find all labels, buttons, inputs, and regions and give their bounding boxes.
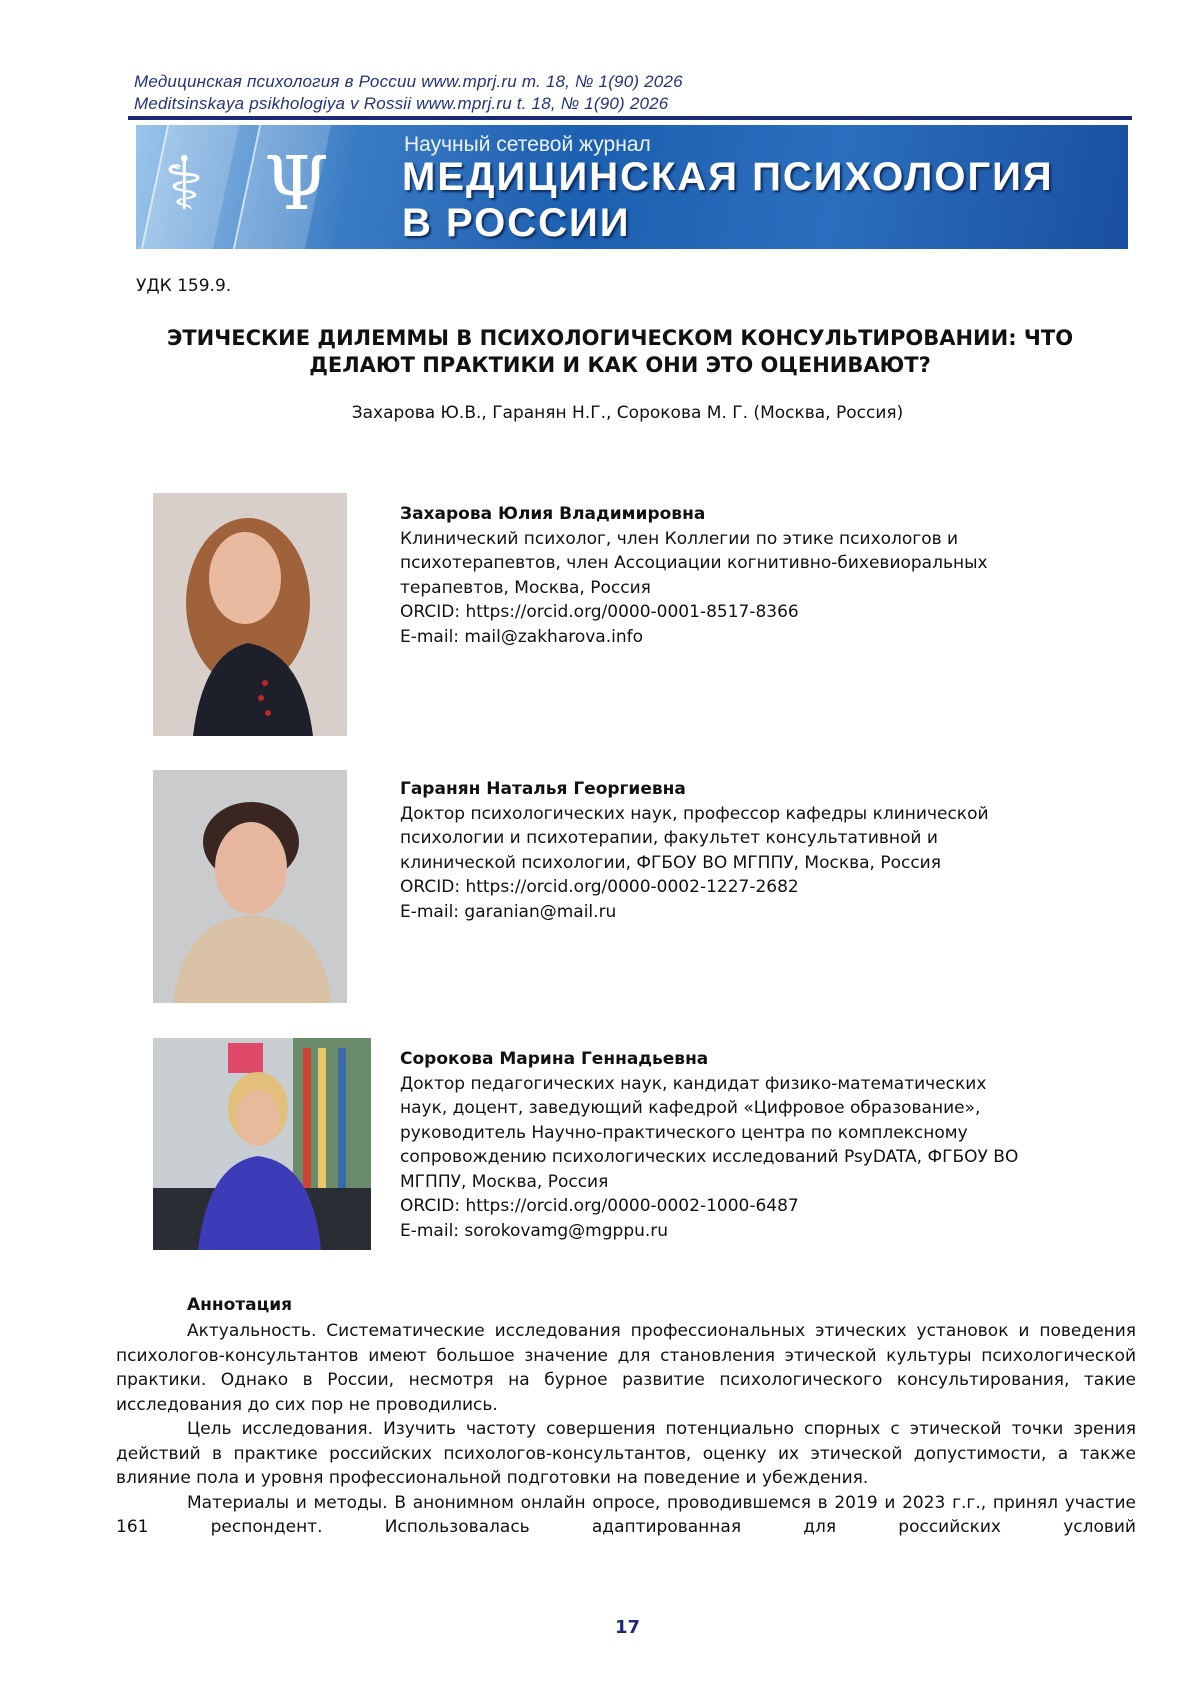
author-email[interactable]: E-mail: sorokovamg@mgppu.ru [400,1220,669,1241]
journal-banner [136,125,1128,249]
banner-title-line2: В РОССИИ [402,201,631,245]
caduceus-icon: ⚕ [164,141,205,227]
header-rule [128,116,1132,120]
author-affiliation: Клинический психолог, член Коллегии по этике психологов и [400,528,959,549]
author-affiliation: сопровождению психологических исследований PsyDATA, ФГБОУ ВО [400,1147,1019,1167]
author-affiliation: руководитель Научно-практического центра по комплексному [400,1122,968,1143]
author-affiliation: терапевтов, Москва, Россия [400,577,651,598]
article-title: ЭТИЧЕСКИЕ ДИЛЕММЫ В ПСИХОЛОГИЧЕСКОМ КОНСУЛЬТИРОВАНИИ: ЧТО ДЕЛАЮТ ПРАКТИКИ И КАК ОНИ ЭТО ОЦЕНИВАЮТ? [166,326,1074,377]
abstract-paragraph: Цель исследования. Изучить частоту совершения потенциально спорных с этической точки зрения действий в практике российских психологов-консультантов, оценку их этической допустимости, а также влияние пола и уровня профессиональной подготовки на поведение и убеждения. [116,1419,1136,1488]
author-orcid[interactable]: ORCID: https://orcid.org/0000-0001-8517-8366 [400,602,799,622]
abstract-paragraph: Актуальность. Систематические исследования профессиональных этических установок и поведения психологов-консультантов имеют большое значение для становления этической культуры психологической практики. Однако в России, несмотря на бурное развитие психологического консультирования, такие исследования до сих пор не проводились. [116,1321,1136,1415]
author-affiliation: клинической психологии, ФГБОУ ВО МГППУ, Москва, Россия [400,852,941,873]
author-name: Гаранян Наталья Георгиевна [400,779,686,799]
udk-code: УДК 159.9. [136,276,232,296]
abstract-heading: Аннотация [187,1295,293,1315]
author-name: Сорокова Марина Геннадьевна [400,1049,709,1069]
banner-subtitle: Научный сетевой журнал [404,133,651,156]
authors-line: Захарова Ю.В., Гаранян Н.Г., Сорокова М. Г. (Москва, Россия) [351,403,904,423]
page-number: 17 [614,1617,641,1638]
author-affiliation: Доктор психологических наук, профессор кафедры клинической [400,803,989,824]
author-name: Захарова Юлия Владимировна [400,504,706,524]
author-photo-garanyan [153,770,347,1003]
author-affiliation: психотерапевтов, член Ассоциации когнитивно-бихевиоральных [400,553,988,573]
author-email[interactable]: E-mail: mail@zakharova.info [400,626,644,647]
abstract-body [116,1319,1136,1540]
running-header-ru: Медицинская психология в России www.mprj.ru т. 18, № 1(90) 2026 [134,72,683,91]
author-photo-sorokova [153,1038,371,1250]
author-affiliation: Доктор педагогических наук, кандидат физико-математических [400,1073,987,1094]
author-affiliation: МГППУ, Москва, Россия [400,1171,609,1192]
author-orcid[interactable]: ORCID: https://orcid.org/0000-0002-1000-6487 [400,1196,799,1216]
author-info [400,502,1140,649]
abstract-paragraph: Материалы и методы. В анонимном онлайн опросе, проводившемся в 2019 и 2023 г.г., принял участие 161 респондент. Использовалась адаптированная для российских условий [116,1492,1136,1537]
running-header-en: Meditsinskaya psikhologiya v Rossii www.mprj.ru t. 18, № 1(90) 2026 [134,94,669,113]
author-info [400,777,1140,924]
banner-title-line1: МЕДИЦИНСКАЯ ПСИХОЛОГИЯ [402,155,1054,199]
author-photo-zakharova [153,493,347,736]
author-affiliation: психологии и психотерапии, факультет консультативной и [400,828,938,848]
author-affiliation: наук, доцент, заведующий кафедрой «Цифровое образование», [400,1098,981,1118]
psi-icon: Ψ [264,141,329,227]
author-orcid[interactable]: ORCID: https://orcid.org/0000-0002-1227-2682 [400,877,799,897]
author-info [400,1047,1140,1243]
author-email[interactable]: E-mail: garanian@mail.ru [400,901,617,922]
